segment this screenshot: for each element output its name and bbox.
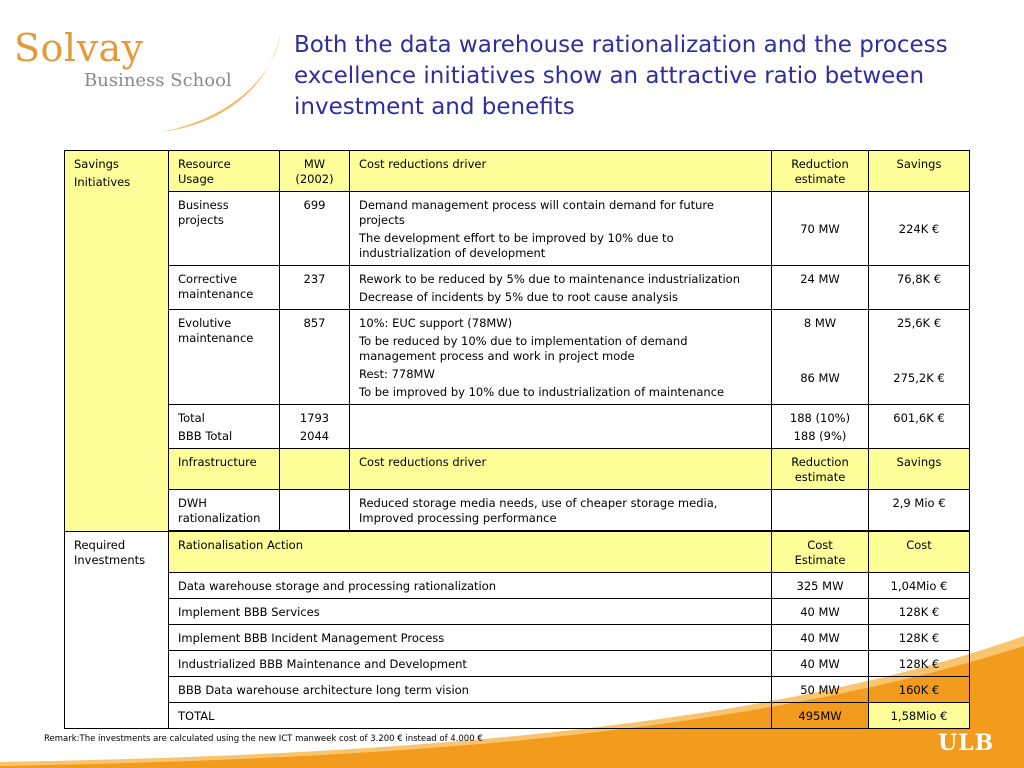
total-driver-empty <box>350 405 772 449</box>
header-mw: MW (2002) <box>280 151 350 192</box>
header-rationalisation-action: Rationalisation Action <box>169 532 772 573</box>
savings-value: 25,6K € 275,2K € <box>869 310 970 405</box>
infrastructure-header-row <box>65 449 970 490</box>
savings-header-row <box>65 151 970 192</box>
total-savings: 601,6K € <box>869 405 970 449</box>
cost-estimate-value: 40 MW <box>772 599 869 625</box>
total-action: TOTAL <box>169 703 772 729</box>
mw-value: 699 <box>280 192 350 266</box>
header-empty <box>280 449 350 490</box>
investments-header-row <box>65 532 970 573</box>
estimate-value: 24 MW <box>772 266 869 310</box>
cost-estimate-value: 40 MW <box>772 651 869 677</box>
mw-empty <box>280 490 350 531</box>
logo-line2: Business School <box>84 70 232 91</box>
total-estimate: 188 (10%) 188 (9%) <box>772 405 869 449</box>
header-cost-reductions-driver: Cost reductions driver <box>350 151 772 192</box>
driver-text: Demand management process will contain demand for future projects The development effort to be improved by 10% due to industrialization of development <box>350 192 772 266</box>
header-savings: Savings <box>869 151 970 192</box>
estimate-empty <box>772 490 869 531</box>
header-reduction-estimate: Reduction estimate <box>772 151 869 192</box>
estimate-value: 70 MW <box>772 192 869 266</box>
savings-value: 76,8K € <box>869 266 970 310</box>
cost-value: 1,04Mio € <box>869 573 970 599</box>
solvay-logo <box>0 0 290 145</box>
cost-value: 160K € <box>869 677 970 703</box>
table-row <box>65 599 970 625</box>
driver-text: Rework to be reduced by 5% due to maintenance industrialization Decrease of incidents by 5% due to root cause analysis <box>350 266 772 310</box>
header-cost: Cost <box>869 532 970 573</box>
savings-section-label: Savings Initiatives <box>65 151 169 532</box>
cost-value: 128K € <box>869 651 970 677</box>
header-resource-usage: Resource Usage <box>169 151 280 192</box>
cost-estimate-value: 40 MW <box>772 625 869 651</box>
investments-section-label: Required Investments <box>65 532 169 729</box>
table-row <box>65 310 970 405</box>
cost-estimate-value: 325 MW <box>772 573 869 599</box>
table-row-total <box>65 703 970 729</box>
total-cost: 1,58Mio € <box>869 703 970 729</box>
action-text: Data warehouse storage and processing rationalization <box>169 573 772 599</box>
table-row <box>65 573 970 599</box>
resource-corrective-maintenance: Corrective maintenance <box>169 266 280 310</box>
estimate-value: 8 MW 86 MW <box>772 310 869 405</box>
table-row <box>65 192 970 266</box>
action-text: Implement BBB Incident Management Process <box>169 625 772 651</box>
header-savings: Savings <box>869 449 970 490</box>
savings-investments-table <box>64 150 970 729</box>
driver-text: Reduced storage media needs, use of cheaper storage media, Improved processing performance <box>350 490 772 531</box>
total-mw: 1793 2044 <box>280 405 350 449</box>
resource-dwh-rationalization: DWH rationalization <box>169 490 280 531</box>
resource-evolutive-maintenance: Evolutive maintenance <box>169 310 280 405</box>
logo-line1: Solvay <box>14 26 144 70</box>
cost-value: 128K € <box>869 625 970 651</box>
action-text: Implement BBB Services <box>169 599 772 625</box>
cost-estimate-value: 50 MW <box>772 677 869 703</box>
table-row <box>65 677 970 703</box>
savings-value: 2,9 Mio € <box>869 490 970 531</box>
table-row <box>65 266 970 310</box>
savings-value: 224K € <box>869 192 970 266</box>
page-title: Both the data warehouse rationalization and the process excellence initiatives show an attractive ratio between investment and benefits <box>294 32 948 120</box>
ulb-logo: ULB <box>938 730 995 756</box>
header-cost-estimate: Cost Estimate <box>772 532 869 573</box>
remark-note: Remark:The investments are calculated using the new ICT manweek cost of 3.200 € instead of 4.000 € <box>44 734 483 744</box>
driver-text: 10%: EUC support (78MW) To be reduced by 10% due to implementation of demand management process and work in project mode Rest: 778MW To be improved by 10% due to industrialization of maintenance <box>350 310 772 405</box>
mw-value: 237 <box>280 266 350 310</box>
table-row <box>65 490 970 531</box>
header-infrastructure: Infrastructure <box>169 449 280 490</box>
total-cost-estimate: 495MW <box>772 703 869 729</box>
resource-business-projects: Business projects <box>169 192 280 266</box>
table-row-total <box>65 405 970 449</box>
table-row <box>65 625 970 651</box>
cost-value: 128K € <box>869 599 970 625</box>
header-reduction-estimate: Reduction estimate <box>772 449 869 490</box>
action-text: BBB Data warehouse architecture long term vision <box>169 677 772 703</box>
total-label: Total BBB Total <box>169 405 280 449</box>
table-row <box>65 651 970 677</box>
action-text: Industrialized BBB Maintenance and Development <box>169 651 772 677</box>
header-cost-reductions-driver: Cost reductions driver <box>350 449 772 490</box>
mw-value: 857 <box>280 310 350 405</box>
